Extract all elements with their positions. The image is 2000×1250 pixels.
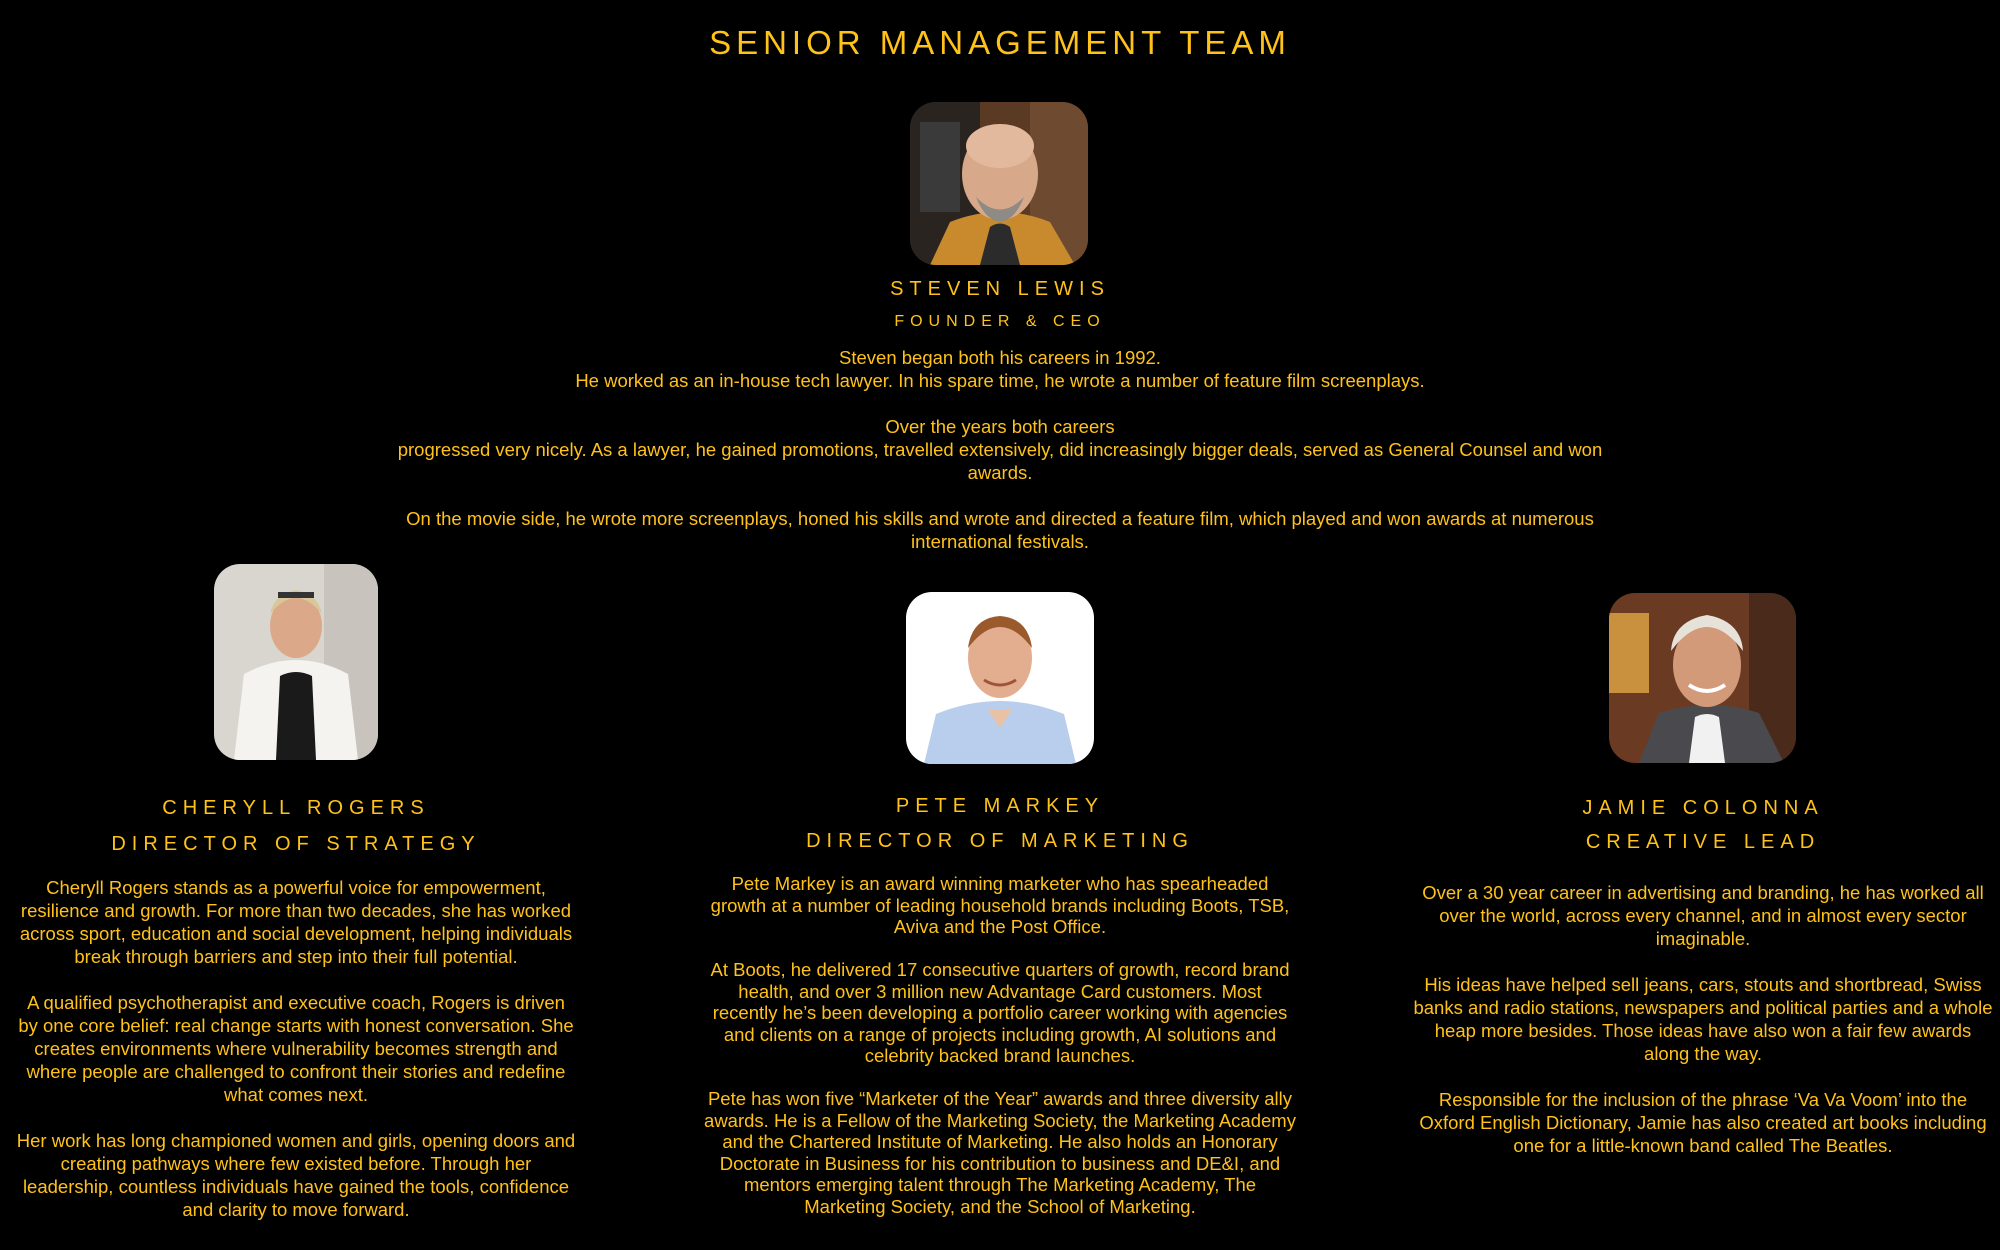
ceo-bio-line: Over the years both careers xyxy=(885,416,1115,437)
jamie-colonna-name: JAMIE COLONNA xyxy=(1582,797,1824,819)
bio-paragraph: Her work has long championed women and girls, opening doors and creating pathways where few existed before. Through her leadership, countless individuals have gained the tools, confidence and clarity to move forward. xyxy=(16,1130,576,1220)
ceo-bio-line: progressed very nicely. As a lawyer, he gained promotions, travelled extensively, did increasingly bigger deals, served as General Counsel and won awards. xyxy=(397,439,1603,483)
ceo-bio-paragraph xyxy=(380,415,1620,484)
cheryll-rogers-photo xyxy=(214,564,378,760)
ceo-bio-paragraph xyxy=(380,346,1620,392)
ceo-bio xyxy=(380,346,1620,553)
bio-paragraph: At Boots, he delivered 17 consecutive quarters of growth, record brand health, and over 3 million new Advantage Card customers. Most recently he’s been developing a portfolio career working with agencies and clients on a range of projects including growth, AI solutions and celebrity backed brand launches. xyxy=(710,959,1290,1066)
ceo-name: STEVEN LEWIS xyxy=(890,278,1110,300)
ceo-bio-paragraph: On the movie side, he wrote more screenplays, honed his skills and wrote and directed a feature film, which played and won awards at numerous international festivals. xyxy=(406,508,1594,552)
bio-paragraph: Pete has won five “Marketer of the Year” awards and three diversity ally awards. He is a Fellow of the Marketing Society, the Marketing Academy and the Chartered Institute of Marketing. He also holds an Honorary Doctorate in Business for his contribution to business and DE&I, and mentors emerging talent through The Marketing Academy, The Marketing Society, and the School of Marketing. xyxy=(704,1088,1296,1217)
pete-markey-name: PETE MARKEY xyxy=(895,795,1105,817)
jamie-colonna-photo xyxy=(1609,593,1796,763)
bio-paragraph: Cheryll Rogers stands as a powerful voice for empowerment, resilience and growth. For more than two decades, she has worked across sport, education and social development, helping individuals break through barriers and step into their full potential. xyxy=(19,877,573,967)
bio-paragraph: His ideas have helped sell jeans, cars, stouts and shortbread, Swiss banks and radio stations, newspapers and political parties and a whole heap more besides. Those ideas have also won a fair few awards along the way. xyxy=(1413,974,1993,1064)
pete-markey-photo xyxy=(906,592,1094,764)
ceo-bio-line: He worked as an in-house tech lawyer. In his spare time, he wrote a number of feature film screenplays. xyxy=(575,370,1425,391)
bio-paragraph: Over a 30 year career in advertising and branding, he has worked all over the world, across every channel, and in almost every sector imaginable. xyxy=(1422,882,1984,949)
cheryll-rogers-name: CHERYLL ROGERS xyxy=(162,797,430,819)
jamie-colonna-role: CREATIVE LEAD xyxy=(1585,831,1821,853)
ceo-role: FOUNDER & CEO xyxy=(894,313,1106,330)
jamie-colonna-bio xyxy=(1412,881,1994,1157)
cheryll-rogers-role: DIRECTOR OF STRATEGY xyxy=(111,833,481,855)
ceo-bio-line: Steven began both his careers in 1992. xyxy=(839,347,1161,368)
steven-lewis-photo xyxy=(910,102,1088,265)
cheryll-rogers-bio xyxy=(16,876,576,1221)
bio-paragraph: Responsible for the inclusion of the phrase ‘Va Va Voom’ into the Oxford English Dictionary, Jamie has also created art books including one for a little-known band called The Beatles. xyxy=(1419,1089,1987,1156)
bio-paragraph: Pete Markey is an award winning marketer who has spearheaded growth at a number of leading household brands including Boots, TSB, Aviva and the Post Office. xyxy=(710,873,1290,937)
pete-markey-bio xyxy=(704,873,1296,1239)
page-title: SENIOR MANAGEMENT TEAM xyxy=(709,24,1291,61)
bio-paragraph: A qualified psychotherapist and executive coach, Rogers is driven by one core belief: real change starts with honest conversation. She creates environments where vulnerability becomes strength and where people are challenged to confront their stories and redefine what comes next. xyxy=(18,992,574,1105)
pete-markey-role: DIRECTOR OF MARKETING xyxy=(806,830,1194,852)
